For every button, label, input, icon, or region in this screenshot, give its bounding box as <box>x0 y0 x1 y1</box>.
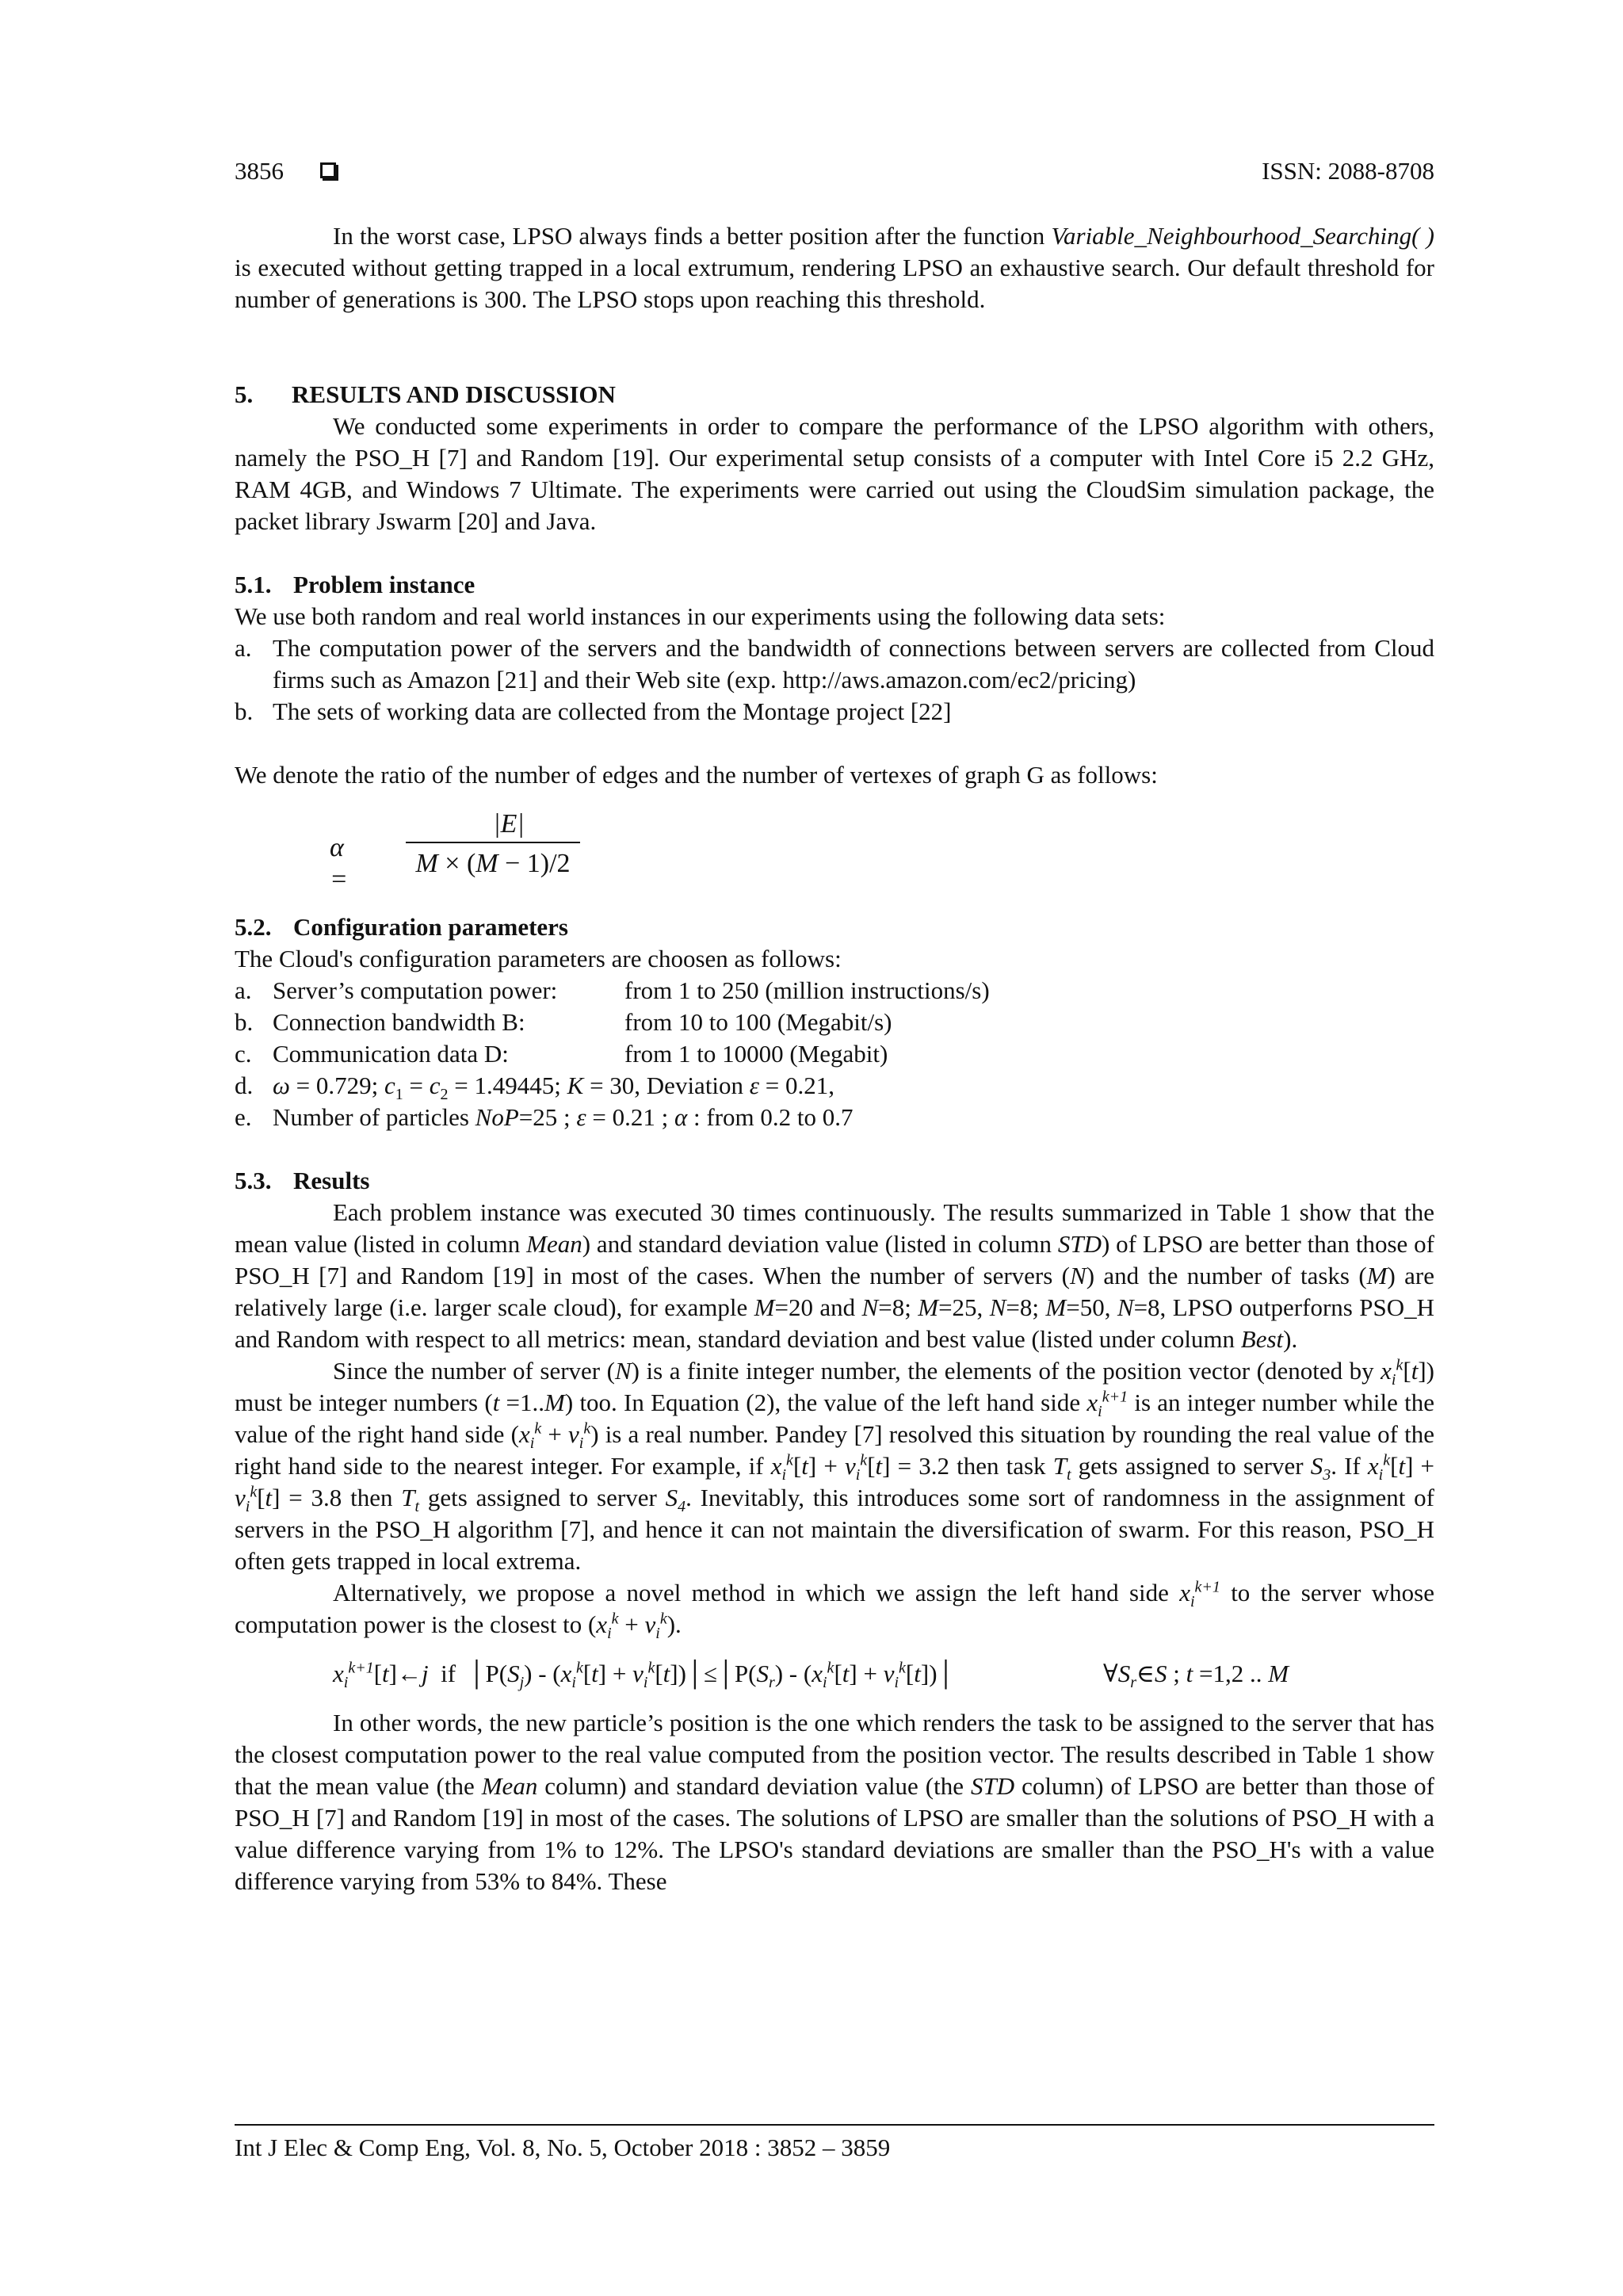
param-row: b. Connection bandwidth B: from 10 to 100 (Megabit/s) <box>235 1007 1434 1038</box>
param-label: Connection bandwidth B: <box>273 1008 525 1036</box>
formula-numerator: |E| <box>493 809 525 839</box>
issn: ISSN: 2088-8708 <box>1262 157 1434 185</box>
intro-paragraph: In the worst case, LPSO always finds a better position after the function Variable_Neighbourhood_Searching( ) is executed without getting trapped in a local extrumum, rendering LPSO an exhaustive search. Our default threshold for number of generations is 300. The LPSO stops upon reaching this threshold. <box>235 222 1435 313</box>
formula-lhs: α = <box>330 833 348 894</box>
results-paragraph-3: Alternatively, we propose a novel method in which we assign the left hand side $x_i^{k+1}$ to the server whose computation power is the closest to $(x_i^k + v_i^k)$. <box>235 1578 1435 1643</box>
section-5-1-heading: 5.1. Problem instance <box>235 571 475 598</box>
param-value: from 1 to 250 (million instructions/s) <box>624 976 990 1004</box>
param-row-pso-constants: d. ω = 0.729; $c_1 = c_2 = 1.49445$; K = 30, Deviation ε = 0.21, <box>235 1072 834 1104</box>
section-5-heading: 5. RESULTS AND DISCUSSION <box>235 380 616 408</box>
param-row: c. Communication data D: from 1 to 10000 (Megabit) <box>235 1038 1434 1070</box>
list-item: a. The computation power of the servers and the bandwidth of connections between servers are collected from Cloud firms such as Amazon [21] and their Web site (exp. http://aws.amazon.com/ec2/pricing) <box>235 634 1434 693</box>
param-value: from 10 to 100 (Megabit/s) <box>624 1008 892 1036</box>
alpha-formula <box>330 808 1434 896</box>
param-value: from 1 to 10000 (Megabit) <box>624 1040 888 1068</box>
param-label: Server’s computation power: <box>273 976 558 1004</box>
page-header <box>235 155 1434 190</box>
param-row-particles: e. Number of particles NoP=25 ; ε = 0.21 ; α : from 0.2 to 0.7 <box>235 1103 854 1131</box>
assignment-equation: $x_i^{k+1}[t]\leftarrow j$ if $│P(S_j) - (x_i^k[t]$ + $v_i^k[t])│\le│P(S_r) - (x_i^k[t]$ + $v_i^k[t])│$ $\forall S_r\in S$ ; t =1,2 .. M <box>333 1659 1289 1692</box>
footer-rule <box>235 2124 1434 2126</box>
list-item: b. The sets of working data are collected from the Montage project [22] <box>235 697 952 725</box>
page-number: 3856 <box>235 157 284 185</box>
data-sets-list <box>235 632 1434 728</box>
checkbox-glyph-icon <box>320 162 336 178</box>
section-5-2-intro: The Cloud's configuration parameters are choosen as follows: <box>235 945 842 972</box>
results-paragraph-2: Since the number of server (N) is a finite integer number, the elements of the position vector (denoted by $x_i^k[t]$) must be integer numbers (t =1..M) too. In Equation (2), the value of the left hand side $x_i^{k+1}$ is an integer number while the value of the right hand side $(x_i^k + v_i^k)$ is a real number. Pandey [7] resolved this situation by rounding the real value of the right hand side to the nearest integer. For example, if $x_i^k[t] + v_i^k[t] = 3.2$ then task $T_t$ gets assigned to server $S_3$. If $x_i^k[t] + v_i^k[t] = 3.8$ then $T_t$ gets assigned to server $S_4$. Inevitably, this introduces some sort of randomness in the assignment of servers in the PSO_H algorithm [7], and hence it can not maintain the diversification of swarm. For this reason, PSO_H often gets trapped in local extrema. <box>235 1356 1435 1575</box>
formula-denominator: M × (M − 1)/2 <box>415 849 571 878</box>
section-5-1-intro: We use both random and real world instances in our experiments using the following data sets: <box>235 602 1166 630</box>
param-label: Communication data D: <box>273 1040 509 1068</box>
param-row: a. Server’s computation power: from 1 to 250 (million instructions/s) <box>235 975 1434 1007</box>
footer-citation: Int J Elec & Comp Eng, Vol. 8, No. 5, October 2018 : 3852 – 3859 <box>235 2134 891 2161</box>
fraction-bar <box>406 842 580 843</box>
results-paragraph-1: Each problem instance was executed 30 times continuously. The results summarized in Table 1 show that the mean value (listed in column Mean) and standard deviation value (listed in column STD) of LPSO are better than those of PSO_H [7] and Random [19] in most of the cases. When the number of servers (N) and the number of tasks (M) are relatively large (i.e. larger scale cloud), for example M=20 and N=8; M=25, N=8; M=50, N=8, LPSO outperforns PSO_H and Random with respect to all metrics: mean, standard deviation and best value (listed under column Best). <box>235 1198 1435 1353</box>
section-5-3-heading: 5.3. Results <box>235 1167 370 1194</box>
results-paragraph-4: In other words, the new particle’s position is the one which renders the task to be assigned to the server that has the closest computation power to the real value computed from the position vector. The results described in Table 1 show that the mean value (the Mean column) and standard deviation value (the STD column) of LPSO are better than those of PSO_H [7] and Random [19] in most of the cases. The solutions of LPSO are smaller than the solutions of PSO_H with a value difference varying from 1% to 12%. The LPSO's standard deviations are smaller than the PSO_H's with a value difference varying from 53% to 84%. These <box>235 1709 1434 1895</box>
section-5-paragraph: We conducted some experiments in order to compare the performance of the LPSO algorithm with others, namely the PSO_H [7] and Random [19]. Our experimental setup consists of a computer with Intel Core i5 2.2 GHz, RAM 4GB, and Windows 7 Ultimate. The experiments were carried out using the CloudSim simulation package, the packet library Jswarm [20] and Java. <box>235 412 1434 535</box>
page-body <box>235 220 1434 1897</box>
ratio-text: We denote the ratio of the number of edges and the number of vertexes of graph G as follows: <box>235 761 1158 789</box>
section-5-2-heading: 5.2. Configuration parameters <box>235 913 568 941</box>
